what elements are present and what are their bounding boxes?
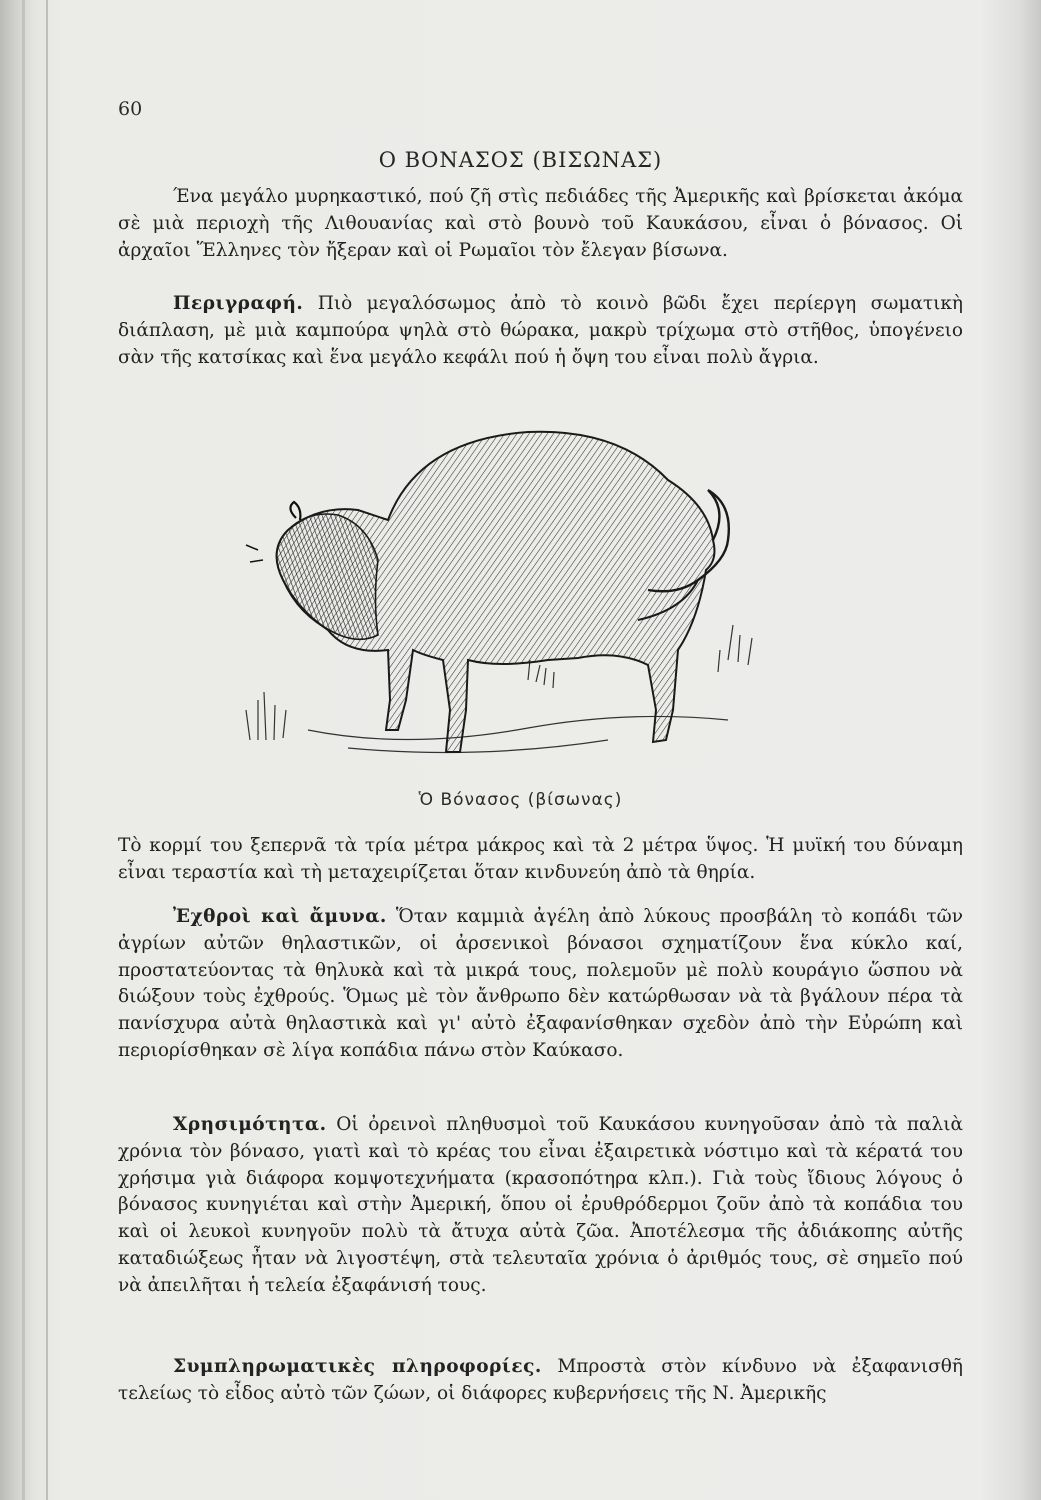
enemies-paragraph	[118, 904, 963, 1065]
usefulness-paragraph	[118, 1112, 963, 1300]
supplementary-heading: Συμπληρωματικὲς πληροφορίες.	[173, 1356, 542, 1377]
body-paragraph	[118, 833, 963, 887]
description-text: Πιὸ μεγαλόσωμος ἀπὸ τὸ κοινὸ βῶδι ἔχει περίεργη σωματικὴ διάπλαση, μὲ μιὰ καμπούρα ψηλὰ στὸ θώρακα, μακρὺ τρίχωμα στὸ στῆθος, ὑπογένειο σὰν τῆς κατσίκας καὶ ἕνα μεγάλο κεφάλι πού ἡ ὄψη του εἶναι πολὺ ἄγρια.	[118, 293, 963, 368]
intro-paragraph	[118, 184, 963, 264]
supplementary-text: Μπροστὰ στὸν κίνδυνο νὰ ἐξαφανισθῆ τελείως τὸ εἶδος αὐτὸ τῶν ζώων, οἱ διάφορες κυβερνήσεις τῆς Ν. Ἀμερικῆς	[118, 1356, 963, 1404]
enemies-heading: Ἐχθροὶ καὶ ἄμυνα.	[173, 906, 387, 927]
bison-body	[246, 432, 729, 752]
usefulness-heading: Χρησιμότητα.	[173, 1114, 327, 1135]
page-margin-line	[46, 0, 48, 1500]
description-paragraph	[118, 291, 963, 371]
enemies-text: Ὅταν καμμιὰ ἀγέλη ἀπὸ λύκους προσβάλη τὸ κοπάδι τῶν ἀγρίων αὐτῶν θηλαστικῶν, οἱ ἀρσενικοὶ βόνασοι σχηματίζουν ἕνα κύκλο καί, προστατεύοντας τὰ θηλυκὰ καὶ τὰ μικρά τους, πολεμοῦν μὲ πολὺ κουράγιο ὥσπου νὰ διώξουν τοὺς ἐχθρούς. Ὅμως μὲ τὸν ἄνθρωπο δὲν κατώρθωσαν νὰ τὰ βγάλουν πέρα τὰ πανίσχυρα αὐτὰ θηλαστικὰ καὶ γι' αὐτὸ ἐξαφανίσθηκαν σχεδὸν ἀπὸ τὴν Εὐρώπη καὶ περιορίσθηκαν σὲ λίγα κοπάδια πάνω στὸν Καύκασο.	[118, 906, 963, 1061]
page-number: 60	[118, 98, 143, 120]
usefulness-text: Οἱ ὀρεινοὶ πληθυσμοὶ τοῦ Καυκάσου κυνηγοῦσαν ἀπὸ τὰ παλιὰ χρόνια τὸν βόνασο, γιατὶ καὶ τὸ κρέας του εἶναι ἐξαιρετικὰ νόστιμο καὶ τὰ κέρατά του χρήσιμα γιὰ διάφορα κομψοτεχνήματα (κρασοπότηρα κλπ.). Γιὰ τοὺς ἴδιους λόγους ὁ βόνασος κυνηγιέται καὶ στὴν Ἀμερική, ὅπου οἱ ἐρυθρόδερμοι ζοῦν ἀπὸ τὰ κοπάδια του καὶ οἱ λευκοὶ κυνηγοῦν πολὺ τὰ ἄτυχα αὐτὰ ζῶα. Ἀποτέλεσμα τῆς ἀδιάκοπης αὐτῆς καταδιώξεως ἦταν νὰ λιγοστέψη, στὰ τελευταῖα χρόνια ὁ ἀριθμός τους, σὲ σημεῖο πού νὰ ἀπειλῆται ἡ τελεία ἐξαφάνισή τους.	[118, 1114, 963, 1296]
binding-edge	[22, 0, 25, 1500]
body-text: Τὸ κορμί του ξεπερνᾶ τὰ τρία μέτρα μάκρος καὶ τὰ 2 μέτρα ὕψος. Ἡ μυϊκή του δύναμη εἶναι τεραστία καὶ τὴ μεταχειρίζεται ὅταν κινδυνεύη ἀπὸ τὰ θηρία.	[118, 835, 963, 883]
supplementary-paragraph	[118, 1354, 963, 1408]
figure-caption: Ὁ Βόνασος (βίσωνας)	[418, 790, 623, 810]
intro-text: Ένα μεγάλο μυρηκαστικό, πού ζῆ στὶς πεδιάδες τῆς Ἀμερικῆς καὶ βρίσκεται ἀκόμα σὲ μιὰ περιοχὴ τῆς Λιθουανίας καὶ στὸ βουνὸ τοῦ Καυκάσου, εἶναι ὁ βόνασος. Οἱ ἀρχαῖοι Ἕλληνες τὸν ἤξεραν καὶ οἱ Ρωμαῖοι τὸν ἔλεγαν βίσωνα.	[118, 186, 963, 261]
description-heading: Περιγραφή.	[173, 293, 304, 314]
bison-illustration	[228, 410, 758, 775]
page-title: Ο ΒΟΝΑΣΟΣ (ΒΙΣΩΝΑΣ)	[378, 148, 663, 172]
